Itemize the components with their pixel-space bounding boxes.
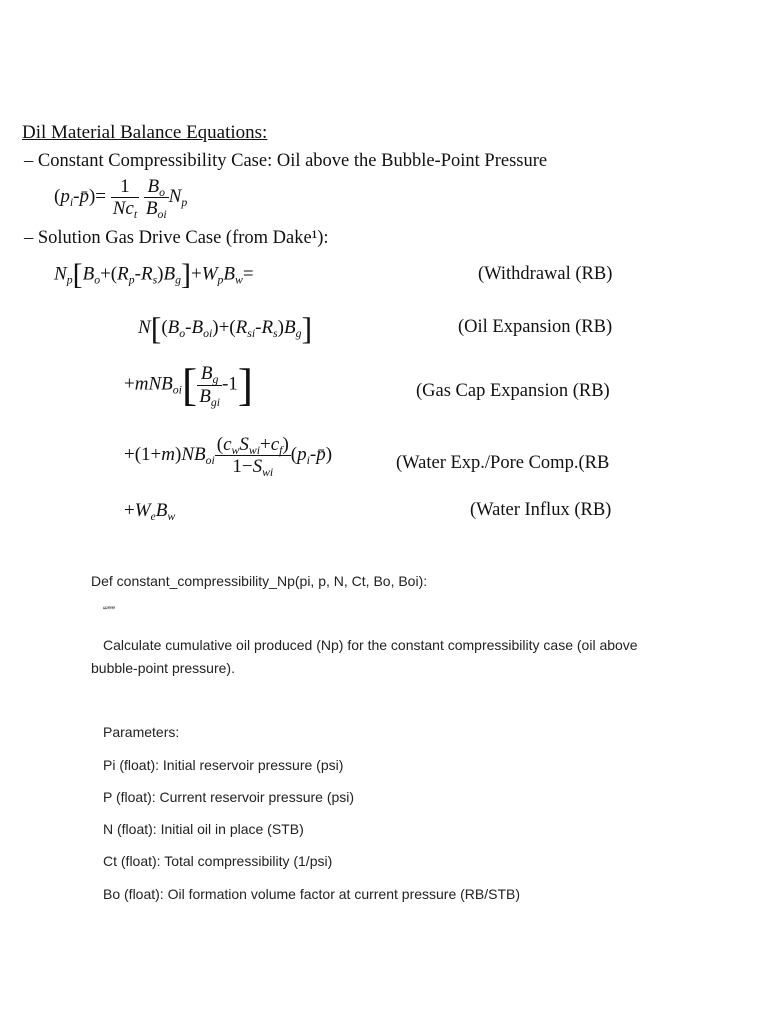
equation-water-influx: $+W_eB_w$	[124, 500, 176, 524]
param-ct: Ct (float): Total compressibility (1/psi)	[103, 853, 333, 869]
param-pi: Pi (float): Initial reservoir pressure (psi)	[103, 757, 344, 773]
param-n: N (float): Initial oil in place (STB)	[103, 821, 304, 837]
param-bo: Bo (float): Oil formation volume factor at current pressure (RB/STB)	[103, 886, 521, 902]
heading-solution-gas-drive: – Solution Gas Drive Case (from Dake¹):	[24, 228, 329, 248]
parameters-header: Parameters:	[103, 724, 180, 740]
function-def-line: Def constant_compressibility_Np(pi, p, N, Ct, Bo, Boi):	[91, 573, 428, 589]
label-oil-expansion: (Oil Expansion (RB)	[458, 317, 613, 337]
label-water-pore-expansion: (Water Exp./Pore Comp.(RB	[396, 453, 610, 473]
label-gas-cap-expansion: (Gas Cap Expansion (RB)	[416, 381, 610, 401]
equation-water-pore-expansion: $+(1+m)NB_{oi}$ $\frac{(c_wS_{wi}+c_f)}{1-S_{wi}}$ $(p_i-p̄)$	[124, 434, 333, 480]
description-line-2: bubble-point pressure).	[91, 660, 235, 676]
label-withdrawal: (Withdrawal (RB)	[478, 264, 613, 284]
heading-constant-compressibility: – Constant Compressibility Case: Oil above the Bubble-Point Pressure	[24, 151, 548, 171]
equation-constant-compressibility: $(p_i-p̄)=$ $\frac{1}{Nc_t}$ $\frac{B_o}{B_{oi}}$ $N_p$	[54, 176, 188, 222]
equation-gas-cap-expansion: +mNB$_{oi}$[ $\frac{B_g}{B_{gi}}$ -1]	[124, 359, 254, 410]
description-line-1: Calculate cumulative oil produced (Np) for the constant compressibility case (oil above	[103, 637, 638, 653]
param-p: P (float): Current reservoir pressure (psi)	[103, 789, 355, 805]
label-water-influx: (Water Influx (RB)	[470, 500, 612, 520]
figure-title: Dil Material Balance Equations:	[22, 122, 268, 143]
equation-withdrawal: $N_p[B_o+(R_p-R_s)B_g]+W_pB_w=$	[54, 258, 254, 291]
docstring-open-quotes: “””	[103, 604, 115, 618]
equation-oil-expansion: $N[(B_o-B_{oi})+(R_{si}-R_s)B_g]$	[138, 310, 313, 346]
